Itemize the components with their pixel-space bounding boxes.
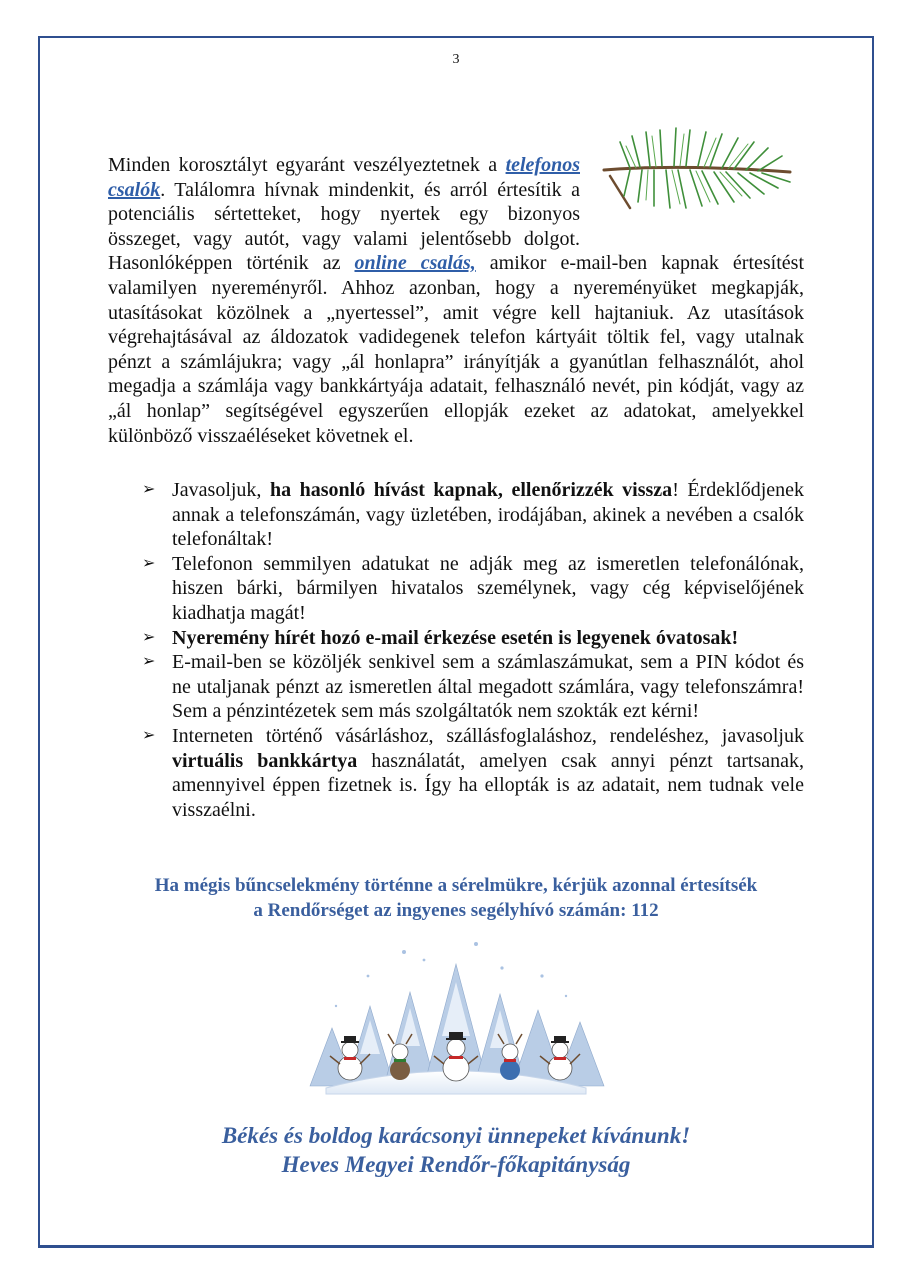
emergency-notice-line-2: a Rendőrséget az ingyenes segélyhívó számán: 112: [253, 900, 659, 921]
tip-5-text-c: használatát, amelyen csak annyi pénzt tartsanak, amennyivel éppen fizetnek is. Így ha ellopták is az adatait, nem tudnak vele visszaélni.: [172, 749, 804, 821]
arrow-bullet-icon: ➢: [142, 726, 156, 744]
arrow-bullet-icon: ➢: [142, 628, 156, 646]
tip-4-text: E-mail-ben se közöljék senkivel sem a számlaszámukat, sem a PIN kódot és ne utaljanak pénzt az ismeretlen által megadott számlára, vagy telefonszámra! Sem a pénzintézetek sem más szolgáltatók nem szokták ezt kérni!: [172, 651, 804, 723]
tips-list: [140, 478, 804, 822]
intro-paragraph: [108, 153, 804, 448]
list-item: [140, 626, 804, 651]
image-float-space: [580, 153, 804, 250]
list-item: [140, 650, 804, 724]
tip-2-text: Telefonon semmilyen adatukat ne adják meg az ismeretlen telefonálónak, hiszen bárki, bármilyen hivatalos személynek, vagy cég képviselőjének kiadhatja magát!: [172, 552, 804, 624]
tip-1-text-b: ha hasonló hívást kapnak, ellenőrizzék vissza: [269, 479, 673, 501]
list-item: [140, 478, 804, 552]
link-telefonos-csalok[interactable]: telefonos csalók: [108, 154, 580, 201]
emergency-notice-line-1: Ha mégis bűncselekmény történne a sérelmükre, kérjük azonnal értesítsék: [154, 875, 758, 896]
list-item: [140, 724, 804, 822]
greeting-line-2: Heves Megyei Rendőr-főkapitányság: [281, 1152, 631, 1177]
page-number: 3: [452, 52, 460, 67]
greeting-line-1: Békés és boldog karácsonyi ünnepeket kívánunk!: [221, 1123, 691, 1148]
intro-text-3: amikor e-mail-ben kapnak értesítést valamilyen nyereményről. Ahhoz azonban, hogy a nyereményüket megkapják, utasításokat közölnek a „nyertessel”, amit végre kell hajtaniuk. Az utasítások végrehajtásával az áldozatok vadidegenek telefon kártyáit töltik fel, vagy utalnak pénzt a számlájukra; vagy „ál honlapra” irányítják a gyanútlan felhasználót, ahol megadja a számlája vagy bankkártyája adatait, felhasználó nevét, pin kódját, vagy az „ál honlap” segítségével egyszerűen ellopják ezeket az adatokat, amelyekkel különböző visszaéléseket követnek el.: [108, 252, 805, 447]
tip-5-text-b: virtuális bankkártya: [172, 749, 358, 772]
tip-5-text-a: Interneten történő vásárláshoz, szállásfoglaláshoz, rendeléshez, javasoljuk: [172, 724, 804, 747]
arrow-bullet-icon: ➢: [142, 481, 156, 498]
snowmen-winter-scene: [306, 936, 606, 1096]
intro-text-1: Minden korosztályt egyaránt veszélyeztetnek a: [108, 154, 506, 176]
intro-text-2: . Találomra hívnak mindenkit, és arról értesítik a potenciális sértetteket, hogy nyertek egy bizonyos összeget, vagy autót, vagy valami jelentősebb dolgot. Hasonlóképpen történik az: [108, 178, 580, 275]
holiday-greeting: [60, 1121, 852, 1179]
link-online-csalas[interactable]: online csalás,: [354, 252, 476, 275]
arrow-bullet-icon: ➢: [142, 554, 156, 572]
arrow-bullet-icon: ➢: [142, 653, 156, 671]
tip-1-text-c: ! Érdeklődjenek annak a telefonszámán, vagy üzletében, irodájában, akinek a nevében a csalók telefonáltak!: [172, 479, 805, 551]
emergency-notice: [60, 873, 852, 923]
list-item: [140, 552, 804, 626]
tip-1-text-a: Javasoljuk,: [172, 479, 270, 501]
tip-3-text: Nyeremény hírét hozó e-mail érkezése esetén is legyenek óvatosak!: [172, 626, 739, 649]
